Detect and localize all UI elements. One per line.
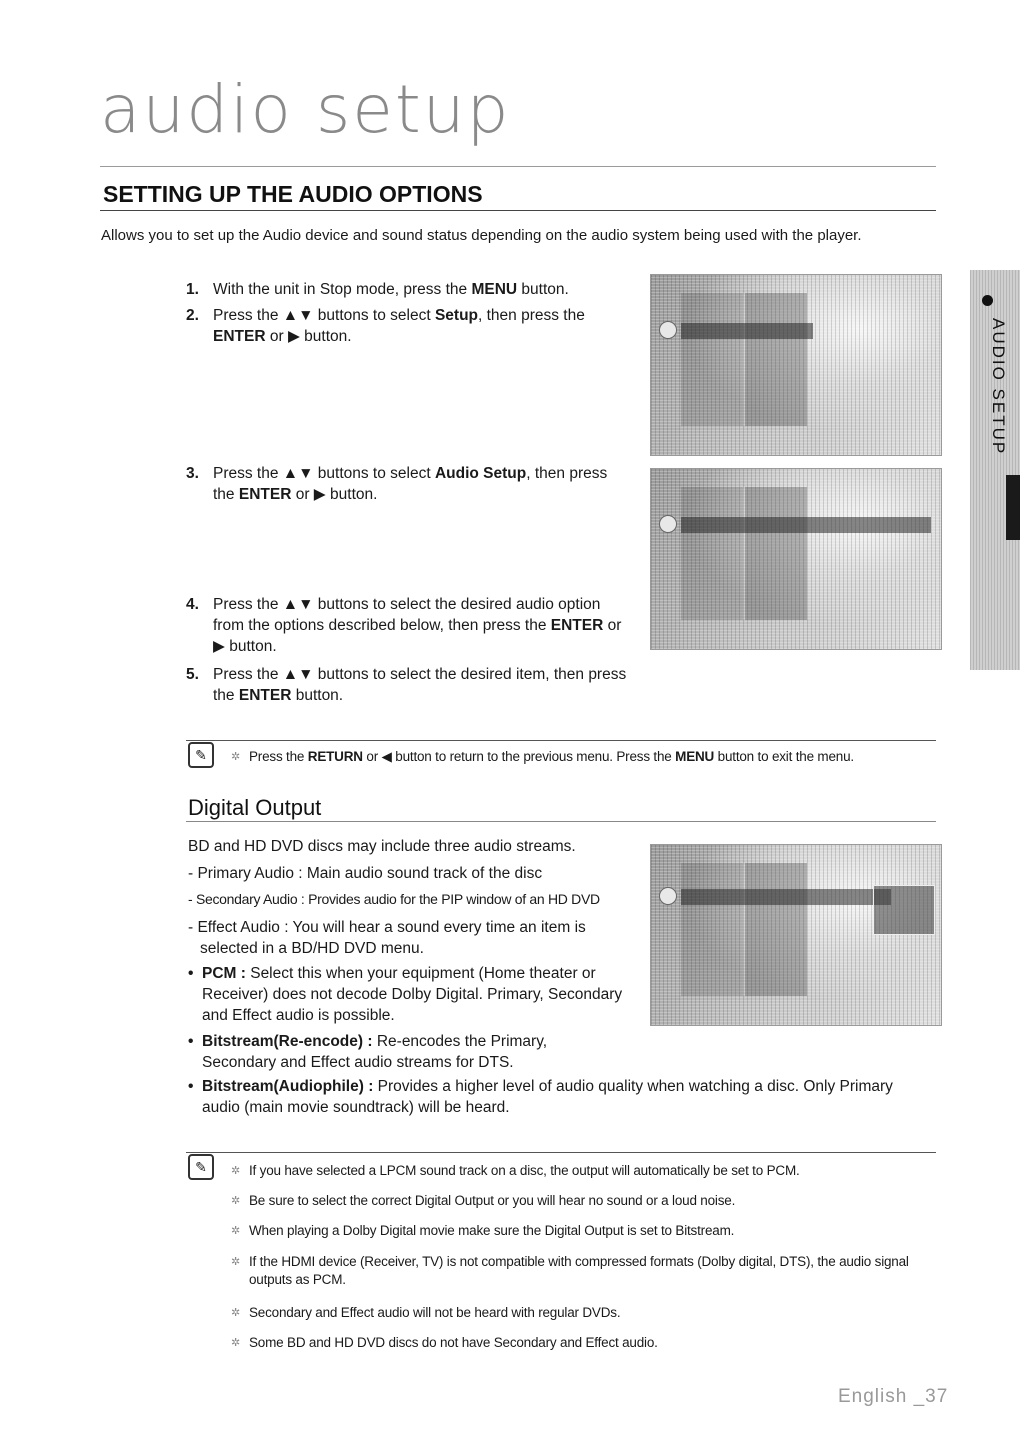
note-text: When playing a Dolby Digital movie make sure the Digital Output is set to Bitstream.: [249, 1223, 735, 1238]
side-tab-label: AUDIO SETUP: [989, 318, 1008, 456]
digital-output-intro: BD and HD DVD discs may include three audio streams.: [188, 838, 576, 855]
note-bullet-icon: ✲: [231, 1165, 241, 1177]
side-tab-marker: [1006, 475, 1020, 540]
note-text: button to exit the menu.: [714, 749, 854, 764]
step-text: Press the ▲▼ buttons to select: [213, 465, 435, 482]
step-text: Press the ▲▼ buttons to select: [213, 307, 435, 324]
step-number: 5.: [186, 666, 199, 683]
page-header-title: audio setup: [100, 71, 511, 148]
note-text: Press the: [249, 749, 308, 764]
step-text: or ▶ button.: [213, 617, 622, 655]
option-pcm: [188, 963, 632, 1026]
note-text: If the HDMI device (Receiver, TV) is not compatible with compressed formats (Dolby digital, DTS), the audio signal outputs as PCM.: [249, 1254, 909, 1287]
step-3: [186, 463, 633, 505]
note-text: Secondary and Effect audio will not be heard with regular DVDs.: [249, 1305, 621, 1320]
step-text: , then press the: [213, 465, 608, 503]
step-text: or ▶ button.: [265, 328, 352, 345]
note-text: If you have selected a LPCM sound track on a disc, the output will automatically be set to PCM.: [249, 1163, 800, 1178]
section-title: SETTING UP THE AUDIO OPTIONS: [103, 181, 483, 207]
note-key: MENU: [675, 749, 715, 764]
note-item: [231, 1253, 929, 1289]
step-text: Press the ▲▼ buttons to select the desired audio option from the options described below, then press the: [213, 596, 601, 634]
note-item: [231, 1334, 939, 1352]
bullet-icon: •: [188, 1033, 194, 1050]
note-item: [231, 1192, 939, 1210]
note-item: [231, 1304, 939, 1322]
step-number: 2.: [186, 307, 199, 324]
note-key: RETURN: [307, 749, 363, 764]
side-tab-bullet-icon: [982, 295, 993, 306]
step-number: 4.: [186, 596, 199, 613]
note-text: Be sure to select the correct Digital Output or you will hear no sound or a loud noise.: [249, 1193, 736, 1208]
step-key: MENU: [471, 281, 518, 298]
menu-screenshot-setup: [650, 274, 942, 456]
note-text: Some BD and HD DVD discs do not have Secondary and Effect audio.: [249, 1335, 658, 1350]
step-text: , then press the: [478, 307, 585, 324]
note-bullet-icon: ✲: [231, 1195, 241, 1207]
note-divider: [186, 1152, 936, 1153]
option-text: Re-encodes the Primary, Secondary and Effect audio streams for DTS.: [202, 1033, 548, 1071]
option-term: Bitstream(Audiophile) :: [202, 1078, 374, 1095]
subsection-divider: [186, 821, 936, 822]
header-divider: [100, 166, 936, 167]
subsection-title: Digital Output: [188, 795, 322, 820]
step-text: With the unit in Stop mode, press the: [213, 281, 472, 298]
note-text: or ◀ button to return to the previous menu. Press the: [362, 749, 676, 764]
stream-primary: - Primary Audio : Main audio sound track of the disc: [188, 865, 543, 882]
stream-effect: - Effect Audio : You will hear a sound every time an item is selected in a BD/HD DVD menu.: [188, 919, 586, 957]
note-item: [231, 1162, 939, 1180]
step-1: [186, 279, 633, 300]
step-key: Audio Setup: [434, 465, 527, 482]
note-bullet-icon: ✲: [231, 751, 241, 763]
note-icon: ✎: [188, 1154, 214, 1180]
note-item: [231, 1222, 939, 1240]
note-bullet-icon: ✲: [231, 1337, 241, 1349]
menu-screenshot-audio-setup: [650, 468, 942, 650]
bullet-icon: •: [188, 1078, 194, 1095]
step-text: Press the ▲▼ buttons to select the desired item, then press the: [213, 666, 627, 704]
note-bullet-icon: ✲: [231, 1256, 241, 1268]
note-divider: [186, 740, 936, 741]
menu-screenshot-digital-output: [650, 844, 942, 1026]
step-text: or ▶ button.: [291, 486, 378, 503]
bullet-icon: •: [188, 965, 194, 982]
step-text: button.: [517, 281, 569, 298]
page-number: English _37: [838, 1386, 949, 1407]
note-return-menu: [231, 748, 939, 766]
step-key: ENTER: [213, 328, 266, 345]
note-bullet-icon: ✲: [231, 1307, 241, 1319]
section-divider: [100, 210, 936, 211]
step-key: ENTER: [238, 687, 292, 704]
step-key: ENTER: [550, 617, 604, 634]
step-key: Setup: [434, 307, 479, 324]
step-2: [186, 305, 623, 347]
option-term: PCM :: [202, 965, 246, 982]
step-text: button.: [291, 687, 344, 704]
option-text: Select this when your equipment (Home theater or Receiver) does not decode Dolby Digital. Primary, Secondary and Effect audio is possible.: [202, 965, 623, 1024]
step-4: [186, 594, 633, 657]
step-number: 1.: [186, 281, 199, 298]
option-term: Bitstream(Re-encode) :: [202, 1033, 373, 1050]
note-icon: ✎: [188, 742, 214, 768]
option-bitstream-audiophile: [188, 1076, 932, 1118]
note-bullet-icon: ✲: [231, 1225, 241, 1237]
option-text: Provides a higher level of audio quality when watching a disc. Only Primary audio (main movie soundtrack) will be heard.: [202, 1078, 893, 1116]
step-key: ENTER: [238, 486, 292, 503]
section-intro: Allows you to set up the Audio device and sound status depending on the audio system being used with the player.: [101, 227, 862, 244]
option-bitstream-reencode: [188, 1031, 622, 1073]
stream-secondary: - Secondary Audio : Provides audio for the PIP window of an HD DVD: [188, 891, 600, 907]
step-5: [186, 664, 633, 706]
step-number: 3.: [186, 465, 199, 482]
